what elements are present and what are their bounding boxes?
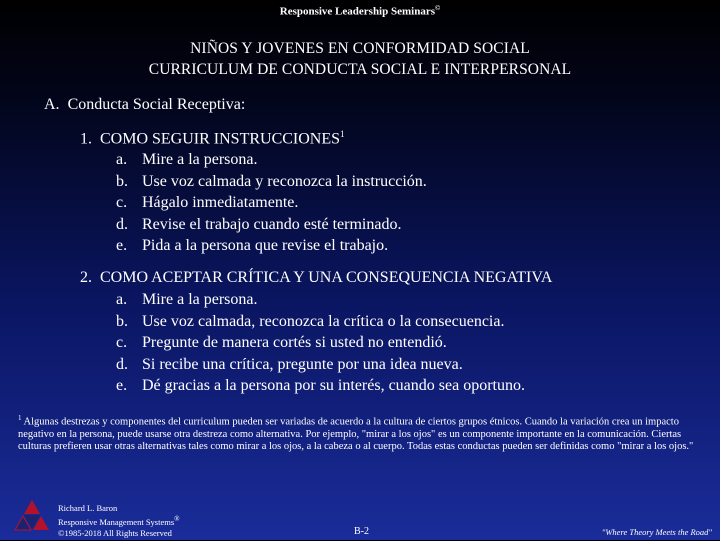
page-number: B-2 [354, 526, 369, 537]
section-title: Conducta Social Receptiva: [67, 96, 246, 113]
step-text: Si recibe una crítica, pregunte por una idea nueva. [142, 355, 463, 373]
company-name: Responsive Management Systems [58, 516, 175, 527]
step-row [116, 149, 427, 171]
step-row [116, 214, 427, 236]
item-title: COMO ACEPTAR CRÍTICA Y UNA CONSEQUENCIA NEGATIVA [100, 269, 553, 286]
section-heading [44, 96, 245, 114]
footnote-marker: 1 [18, 414, 22, 422]
step-letter: a. [116, 151, 128, 168]
item-heading-2 [80, 269, 552, 287]
step-letter: e. [116, 377, 128, 394]
item-heading-1 [80, 129, 345, 148]
item-2-steps [116, 289, 525, 397]
footnote [18, 412, 708, 453]
title-line-1: NIÑOS Y JOVENES EN CONFORMIDAD SOCIAL [190, 40, 530, 57]
company-line [58, 514, 180, 528]
step-row [116, 332, 525, 354]
step-letter: e. [116, 237, 128, 254]
step-row [116, 171, 427, 193]
footnote-text: Algunas destrezas y componentes del curriculum pueden ser variadas de acuerdo a la cultura de ciertos grupos étnicos. Cuando la variación crea un impacto negativo en la persona, puede usarse otra destreza como alternativa. Por ejemplo, "mirar a los ojos" es un componente importante en la comunicación. Ciertas culturas prefieren usar otras alternativas tales como mirar a los ojos, a la cabeza o al cuerpo. Todas estas conductas pueden ser definidas como "mirar a los ojos." [18, 416, 694, 452]
step-text: Pida a la persona que revise el trabajo. [142, 237, 389, 254]
step-text: Use voz calmada y reconozca la instrucción. [142, 172, 427, 190]
step-text: Mire a la persona. [142, 151, 258, 168]
step-row [116, 235, 427, 257]
item-number: 1. [80, 130, 92, 148]
author-name: Richard L. Baron [58, 503, 118, 513]
step-text: Use voz calmada, reconozca la crítica o la consecuencia. [142, 312, 505, 330]
seminar-name: Responsive Leadership Seminars [279, 5, 435, 18]
step-letter: d. [116, 215, 128, 233]
step-letter: c. [116, 334, 128, 351]
item-number: 2. [80, 269, 92, 286]
step-letter: a. [116, 291, 128, 308]
company-mark: ® [174, 515, 180, 523]
step-text: Pregunte de manera cortés si usted no entendió. [142, 334, 447, 351]
step-text: Hágalo inmediatamente. [142, 194, 299, 211]
step-row [116, 354, 525, 376]
tagline: "Where Theory Meets the Road" [601, 527, 712, 537]
step-text: Dé gracias a la persona por su interés, cuando sea oportuno. [142, 377, 525, 394]
triangle-logo-icon [12, 498, 52, 541]
page-title [0, 38, 720, 80]
item-1-steps [116, 149, 427, 257]
step-letter: c. [116, 194, 128, 211]
seminar-header [0, 4, 720, 18]
author-block [58, 503, 180, 539]
section-label: A. [44, 96, 60, 113]
item-title: COMO SEGUIR INSTRUCCIONES [100, 130, 341, 148]
footnote-ref: 1 [340, 129, 345, 139]
step-row [116, 375, 525, 397]
title-line-2: CURRICULUM DE CONDUCTA SOCIAL E INTERPERSONAL [148, 61, 572, 78]
step-row [116, 192, 427, 214]
step-row [116, 311, 525, 333]
step-letter: b. [116, 172, 128, 190]
step-text: Mire a la persona. [142, 291, 258, 308]
step-letter: b. [116, 312, 128, 330]
seminar-mark: © [435, 4, 441, 12]
step-letter: d. [116, 355, 128, 373]
step-row [116, 289, 525, 311]
copyright: ©1985-2018 All Rights Reserved [58, 527, 172, 538]
step-text: Revise el trabajo cuando esté terminado. [142, 215, 402, 233]
logo-top-triangle [24, 500, 40, 514]
